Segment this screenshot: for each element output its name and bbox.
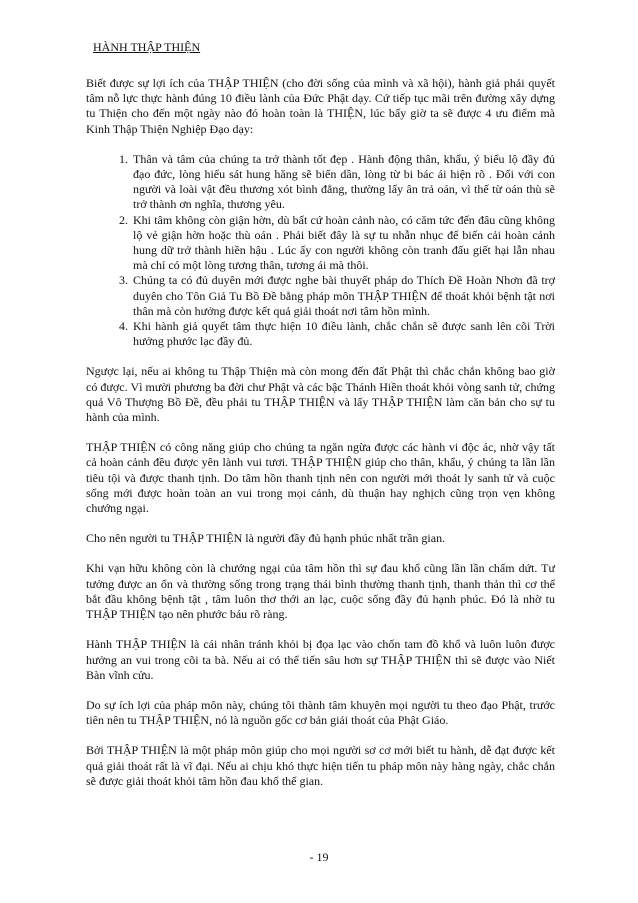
body-text (86, 76, 555, 804)
list-item: 2. Khi tâm không còn giận hờn, dù bất cứ hoàn cảnh nào, có căm tức đến đâu cũng không lộ vẻ giận hờn hoặc thù oán . Phải biết đây là sự tu nhẫn nhục để biến cải hoàn cảnh hung dữ trở thành hiền hậu . Lúc ấy con người không còn tranh đấu giết hại lẫn nhau mà chỉ có một lòng tương thân, tương ái mà thôi. (131, 213, 555, 274)
paragraph: Ngược lại, nếu ai không tu Thập Thiện mà còn mong đến đất Phật thì chắc chắn không bao giờ có được. Vì mười phương ba đời chư Phật và các bậc Thánh Hiền thoát khỏi vòng sanh tử, chứng quả Vô Thượng Bồ Đề, đều phải tu THẬP THIỆN và lấy THẬP THIỆN làm căn bản cho sự tu hành của mình. (86, 364, 555, 425)
list-item: 3. Chúng ta có đủ duyên mới được nghe bài thuyết pháp do Thích Đề Hoàn Nhơn đã trợ duyên cho Tôn Giả Tu Bồ Đề bằng pháp môn THẬP THIỆN để thoát khỏi bệnh tật nơi thân mà còn hưởng được kết quả giải thoát nơi tâm hồn mình. (131, 273, 555, 319)
paragraph: Cho nên người tu THẬP THIỆN là người đầy đủ hạnh phúc nhất trần gian. (86, 531, 446, 546)
benefits-list (86, 152, 555, 350)
page-number: - 19 (309, 850, 329, 864)
paragraph: Do sự ích lợi của pháp môn này, chúng tôi thành tâm khuyên mọi người tu theo đạo Phật, trước tiên nên tu THẬP THIỆN, nó là nguồn gốc cơ bản giải thoát của Phật Giáo. (86, 697, 555, 728)
paragraph: Bởi THẬP THIỆN là một pháp môn giúp cho mọi người sơ cơ mới biết tu hành, dễ đạt được kết quả giải thoát rất là vĩ đại. Nếu ai chịu khó thực hiện tiến tu pháp môn này hàng ngày, chắc chắn sẽ được giải thoát khỏi tâm hồn đau khổ thế gian. (86, 743, 555, 788)
paragraph: THẬP THIỆN có công năng giúp cho chúng ta ngăn ngừa được các hành vi độc ác, nhờ vậy tất cả hoàn cảnh đều được yên lành vui tươi. THẬP THIỆN giúp cho thân, khẩu, ý chúng ta lần lần tiêu tội và được thanh tịnh. Do tâm hồn thanh tịnh nên con người mới thoát ly sanh tử và cuộc sống mới được hoàn toàn an vui trong mọi cảnh, dù thuận hay nghịch cũng trọn vẹn không chướng ngại. (86, 440, 555, 516)
list-item: 4. Khi hành giả quyết tâm thực hiện 10 điều lành, chắc chắn sẽ được sanh lên cõi Trời hưởng phước lạc đầy đủ. (131, 319, 555, 349)
list-item: 1. Thân và tâm của chúng ta trở thành tốt đẹp . Hành động thân, khẩu, ý biểu lộ đầy đủ đạo đức, lòng hiếu sát hung hăng sẽ biến dần, lòng từ bi bác ái hiện rõ . Đối với con người và loài vật đều thương xót bình đẳng, thường lấy ân trả oán, vì thế từ oán thù sẽ trở thành ơn nghĩa, thương yêu. (131, 152, 555, 213)
section-title: HÀNH THẬP THIỆN (93, 40, 201, 54)
paragraph: Khi vạn hữu không còn là chướng ngại của tâm hồn thì sự đau khổ cũng lần lần chấm dứt. Tư tưởng được an ổn và thường sống trong trạng thái bình thường thanh tịnh, thanh thản thì cơ thể bắt đầu không bệnh tật , tâm luôn thơ thới an lạc, cuộc sống đầy đủ hạnh phúc. Đó là nhờ tu THẬP THIỆN tạo nên phước báu rõ ràng. (86, 561, 555, 622)
intro-paragraph: Biết được sự lợi ích của THẬP THIỆN (cho đời sống của mình và xã hội), hành giả phải quyết tâm nỗ lực thực hành đúng 10 điều lành của Đức Phật dạy. Cứ tiếp tục mãi trên đường xây dựng tu Thiện cho đến một ngày nào đó hoàn toàn là THIỆN, lúc bấy giờ ta sẽ được 4 ưu điểm mà Kinh Thập Thiện Nghiệp Đạo dạy: (86, 76, 555, 136)
paragraph: Hành THẬP THIỆN là cái nhân tránh khỏi bị đọa lạc vào chốn tam đồ khổ và luôn luôn được hưởng an vui trong cõi ta bà. Nếu ai có thể tiến sâu hơn sự THẬP THIỆN thì sẽ được vào Niết Bàn vĩnh cửu. (86, 637, 555, 682)
